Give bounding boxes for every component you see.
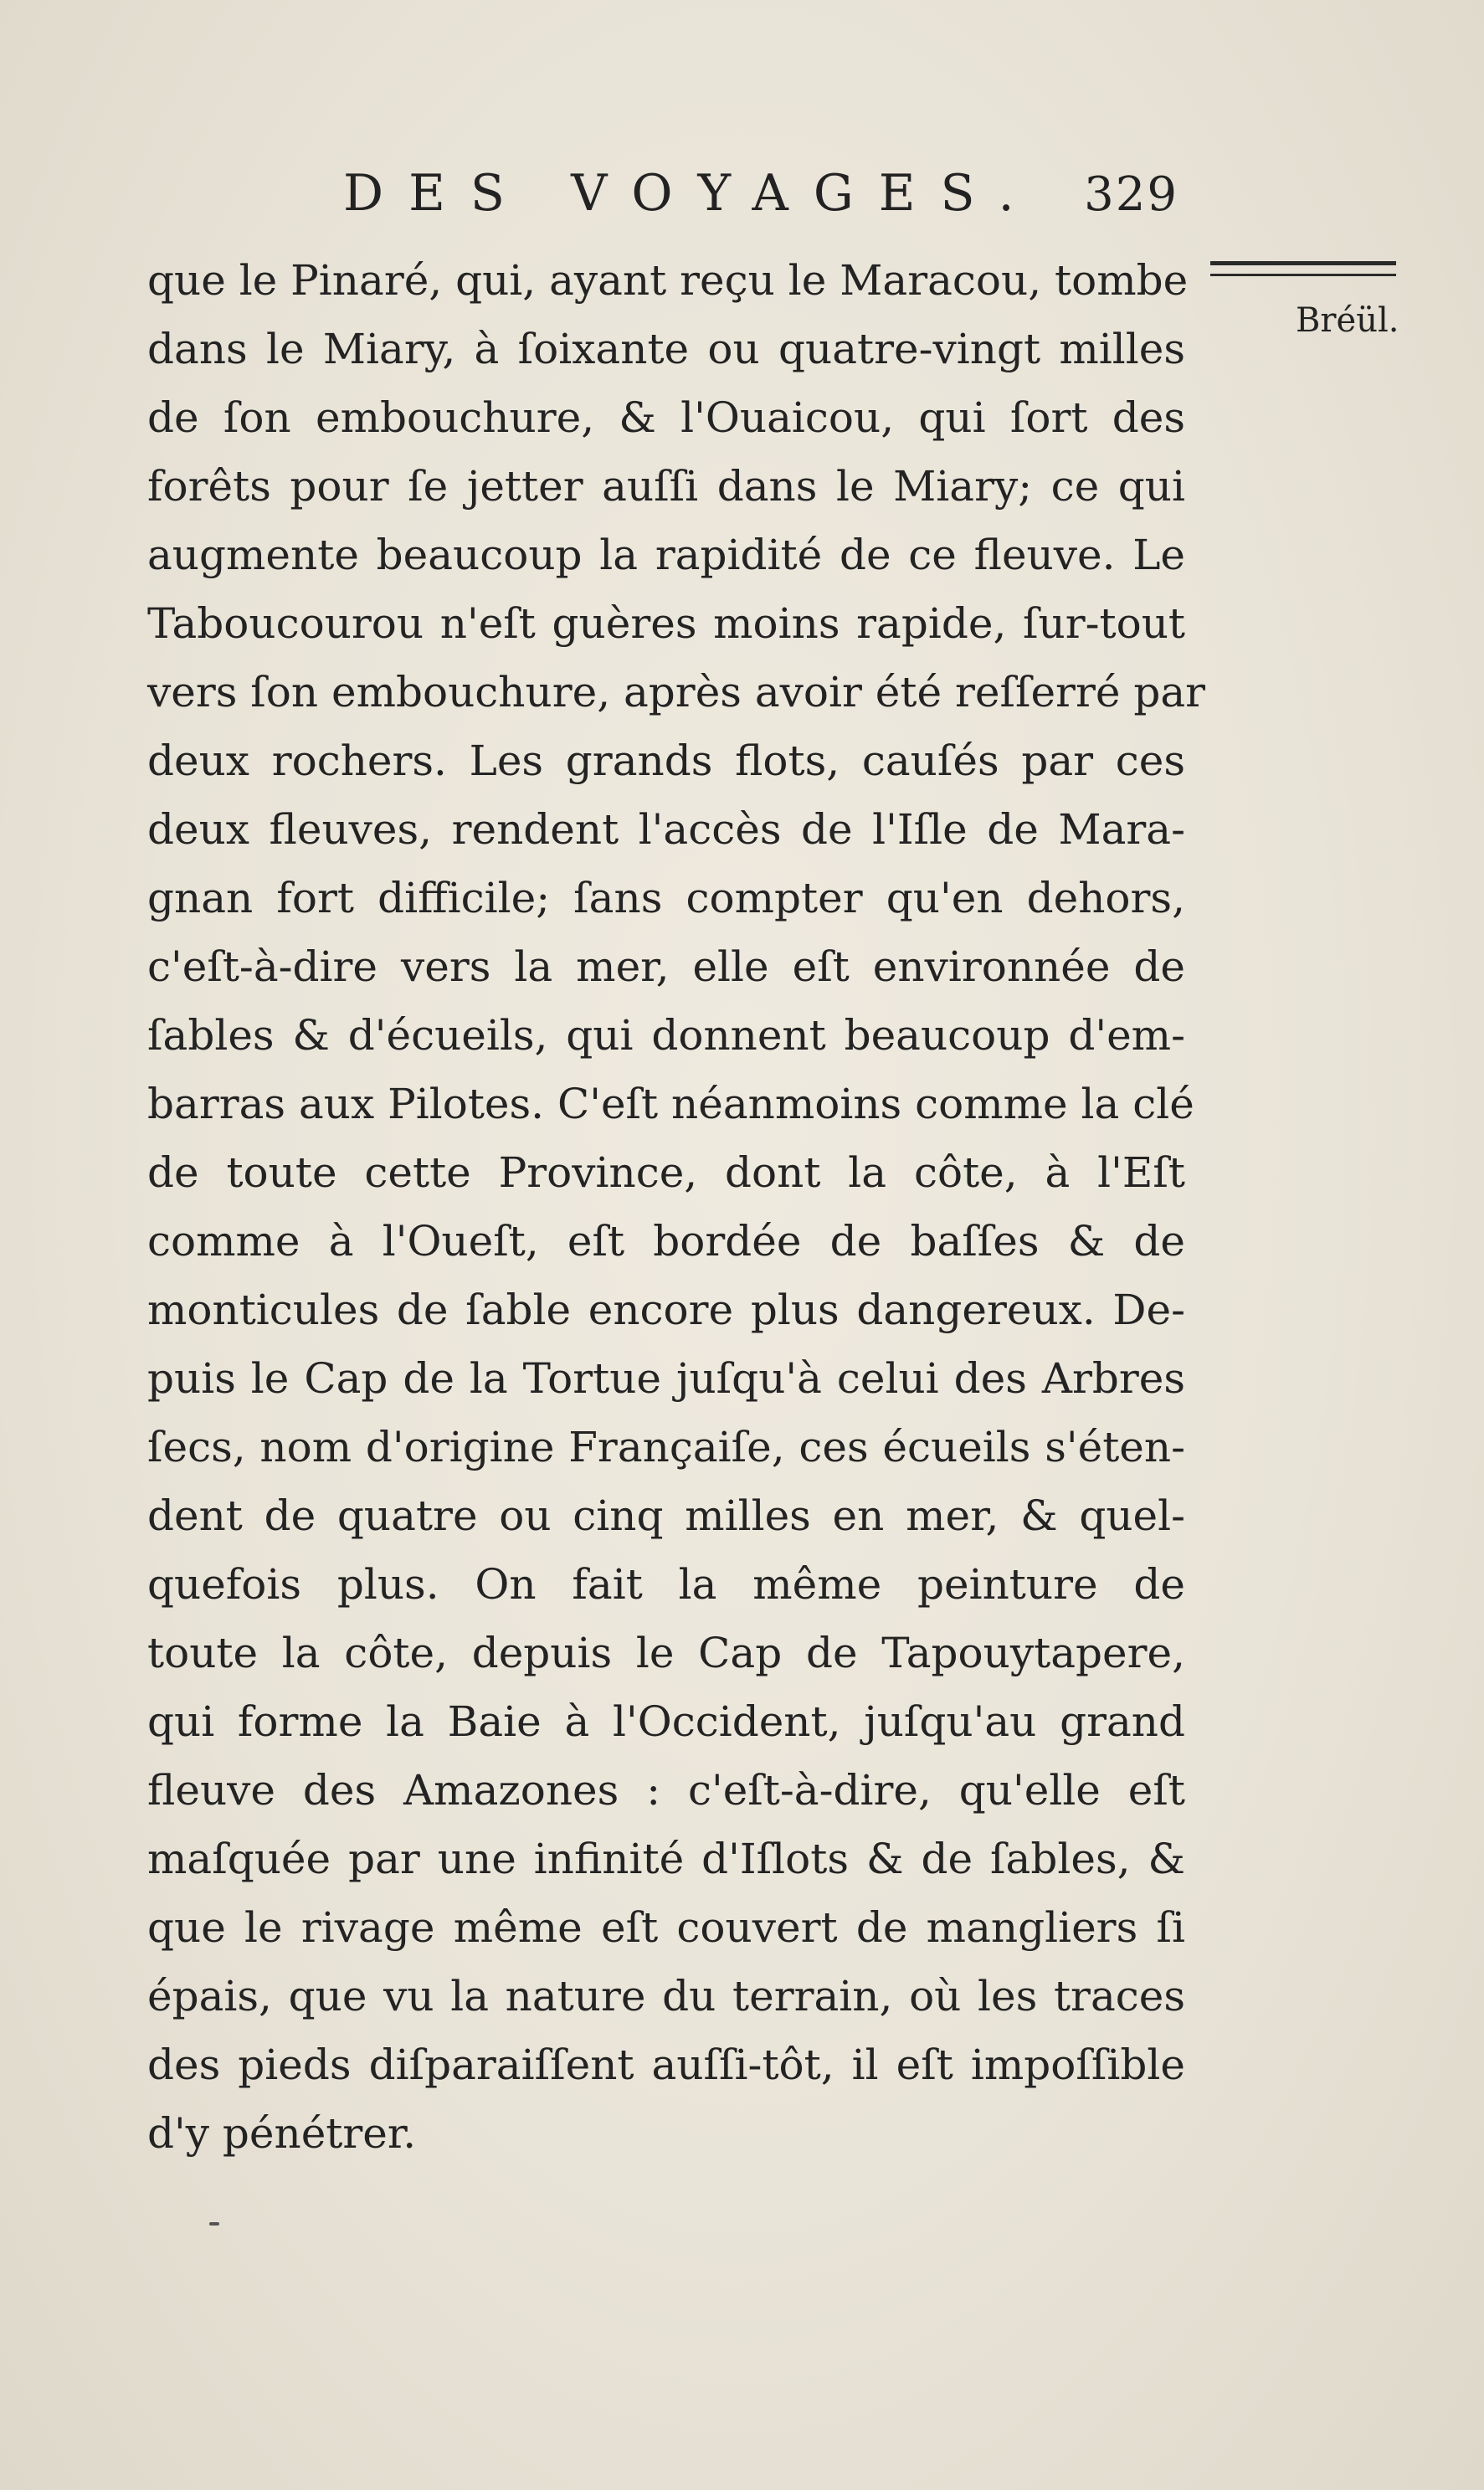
text-line: ſables & d'écueils, qui donnent beaucoup d'em- [147, 1011, 1185, 1060]
margin-rule [1210, 261, 1396, 276]
text-line: monticules de ſable encore plus dangereux. De- [147, 1286, 1185, 1334]
text-line: vers ſon embouchure, après avoir été reſſerré par [147, 668, 1206, 716]
text-line: gnan fort difficile; ſans compter qu'en dehors, [147, 874, 1185, 922]
text-line: quefois plus. On fait la même peinture de [147, 1560, 1185, 1609]
text-line: Taboucourou n'eſt guères moins rapide, ſur-tout [147, 599, 1185, 648]
text-line: deux rochers. Les grands flots, cauſés par ces [147, 737, 1185, 785]
ink-speck [209, 2222, 219, 2226]
text-line: de ſon embouchure, & l'Ouaicou, qui ſort des [147, 393, 1185, 442]
text-line: que le rivage même eſt couvert de mangliers ſi [147, 1903, 1185, 1952]
text-line: barras aux Pilotes. C'eſt néanmoins comme la clé [147, 1080, 1194, 1128]
text-line: qui forme la Baie à l'Occident, juſqu'au grand [147, 1697, 1185, 1746]
text-line: forêts pour ſe jetter auſſi dans le Miary; ce qui [147, 462, 1185, 511]
text-line: deux fleuves, rendent l'accès de l'Iſle de Mara- [147, 805, 1185, 854]
text-line: ſecs, nom d'origine Françaiſe, ces écueils s'éten- [147, 1423, 1185, 1471]
body-text [147, 246, 1206, 2168]
page-number: 329 [1084, 167, 1178, 222]
running-title: DES VOYAGES. [343, 164, 1040, 223]
text-line: dans le Miary, à ſoixante ou quatre-vingt milles [147, 325, 1185, 373]
page-header [333, 164, 1195, 231]
text-line: que le Pinaré, qui, ayant reçu le Maracou, tombe [147, 256, 1189, 305]
text-line: augmente beaucoup la rapidité de ce fleuve. Le [147, 531, 1185, 579]
text-line: fleuve des Amazones : c'eſt-à-dire, qu'elle eſt [147, 1766, 1185, 1815]
margin-note: Bréül. [1296, 301, 1399, 340]
text-line: de toute cette Province, dont la côte, à l'Eſt [147, 1148, 1185, 1197]
text-line: toute la côte, depuis le Cap de Tapouytapere, [147, 1629, 1185, 1677]
text-line: puis le Cap de la Tortue juſqu'à celui des Arbres [147, 1354, 1185, 1403]
text-line: dent de quatre ou cinq milles en mer, & quel- [147, 1491, 1185, 1540]
text-line: maſquée par une infinité d'Iſlots & de ſables, & [147, 1835, 1185, 1883]
text-line: des pieds diſparaiſſent auſſi-tôt, il eſt impoſſible [147, 2041, 1185, 2089]
text-line: épais, que vu la nature du terrain, où les traces [147, 1972, 1185, 2020]
text-line: comme à l'Oueſt, eſt bordée de baſſes & de [147, 1217, 1185, 1266]
text-line: c'eſt-à-dire vers la mer, elle eſt environnée de [147, 942, 1185, 991]
text-line: d'y pénétrer. [147, 2109, 417, 2158]
